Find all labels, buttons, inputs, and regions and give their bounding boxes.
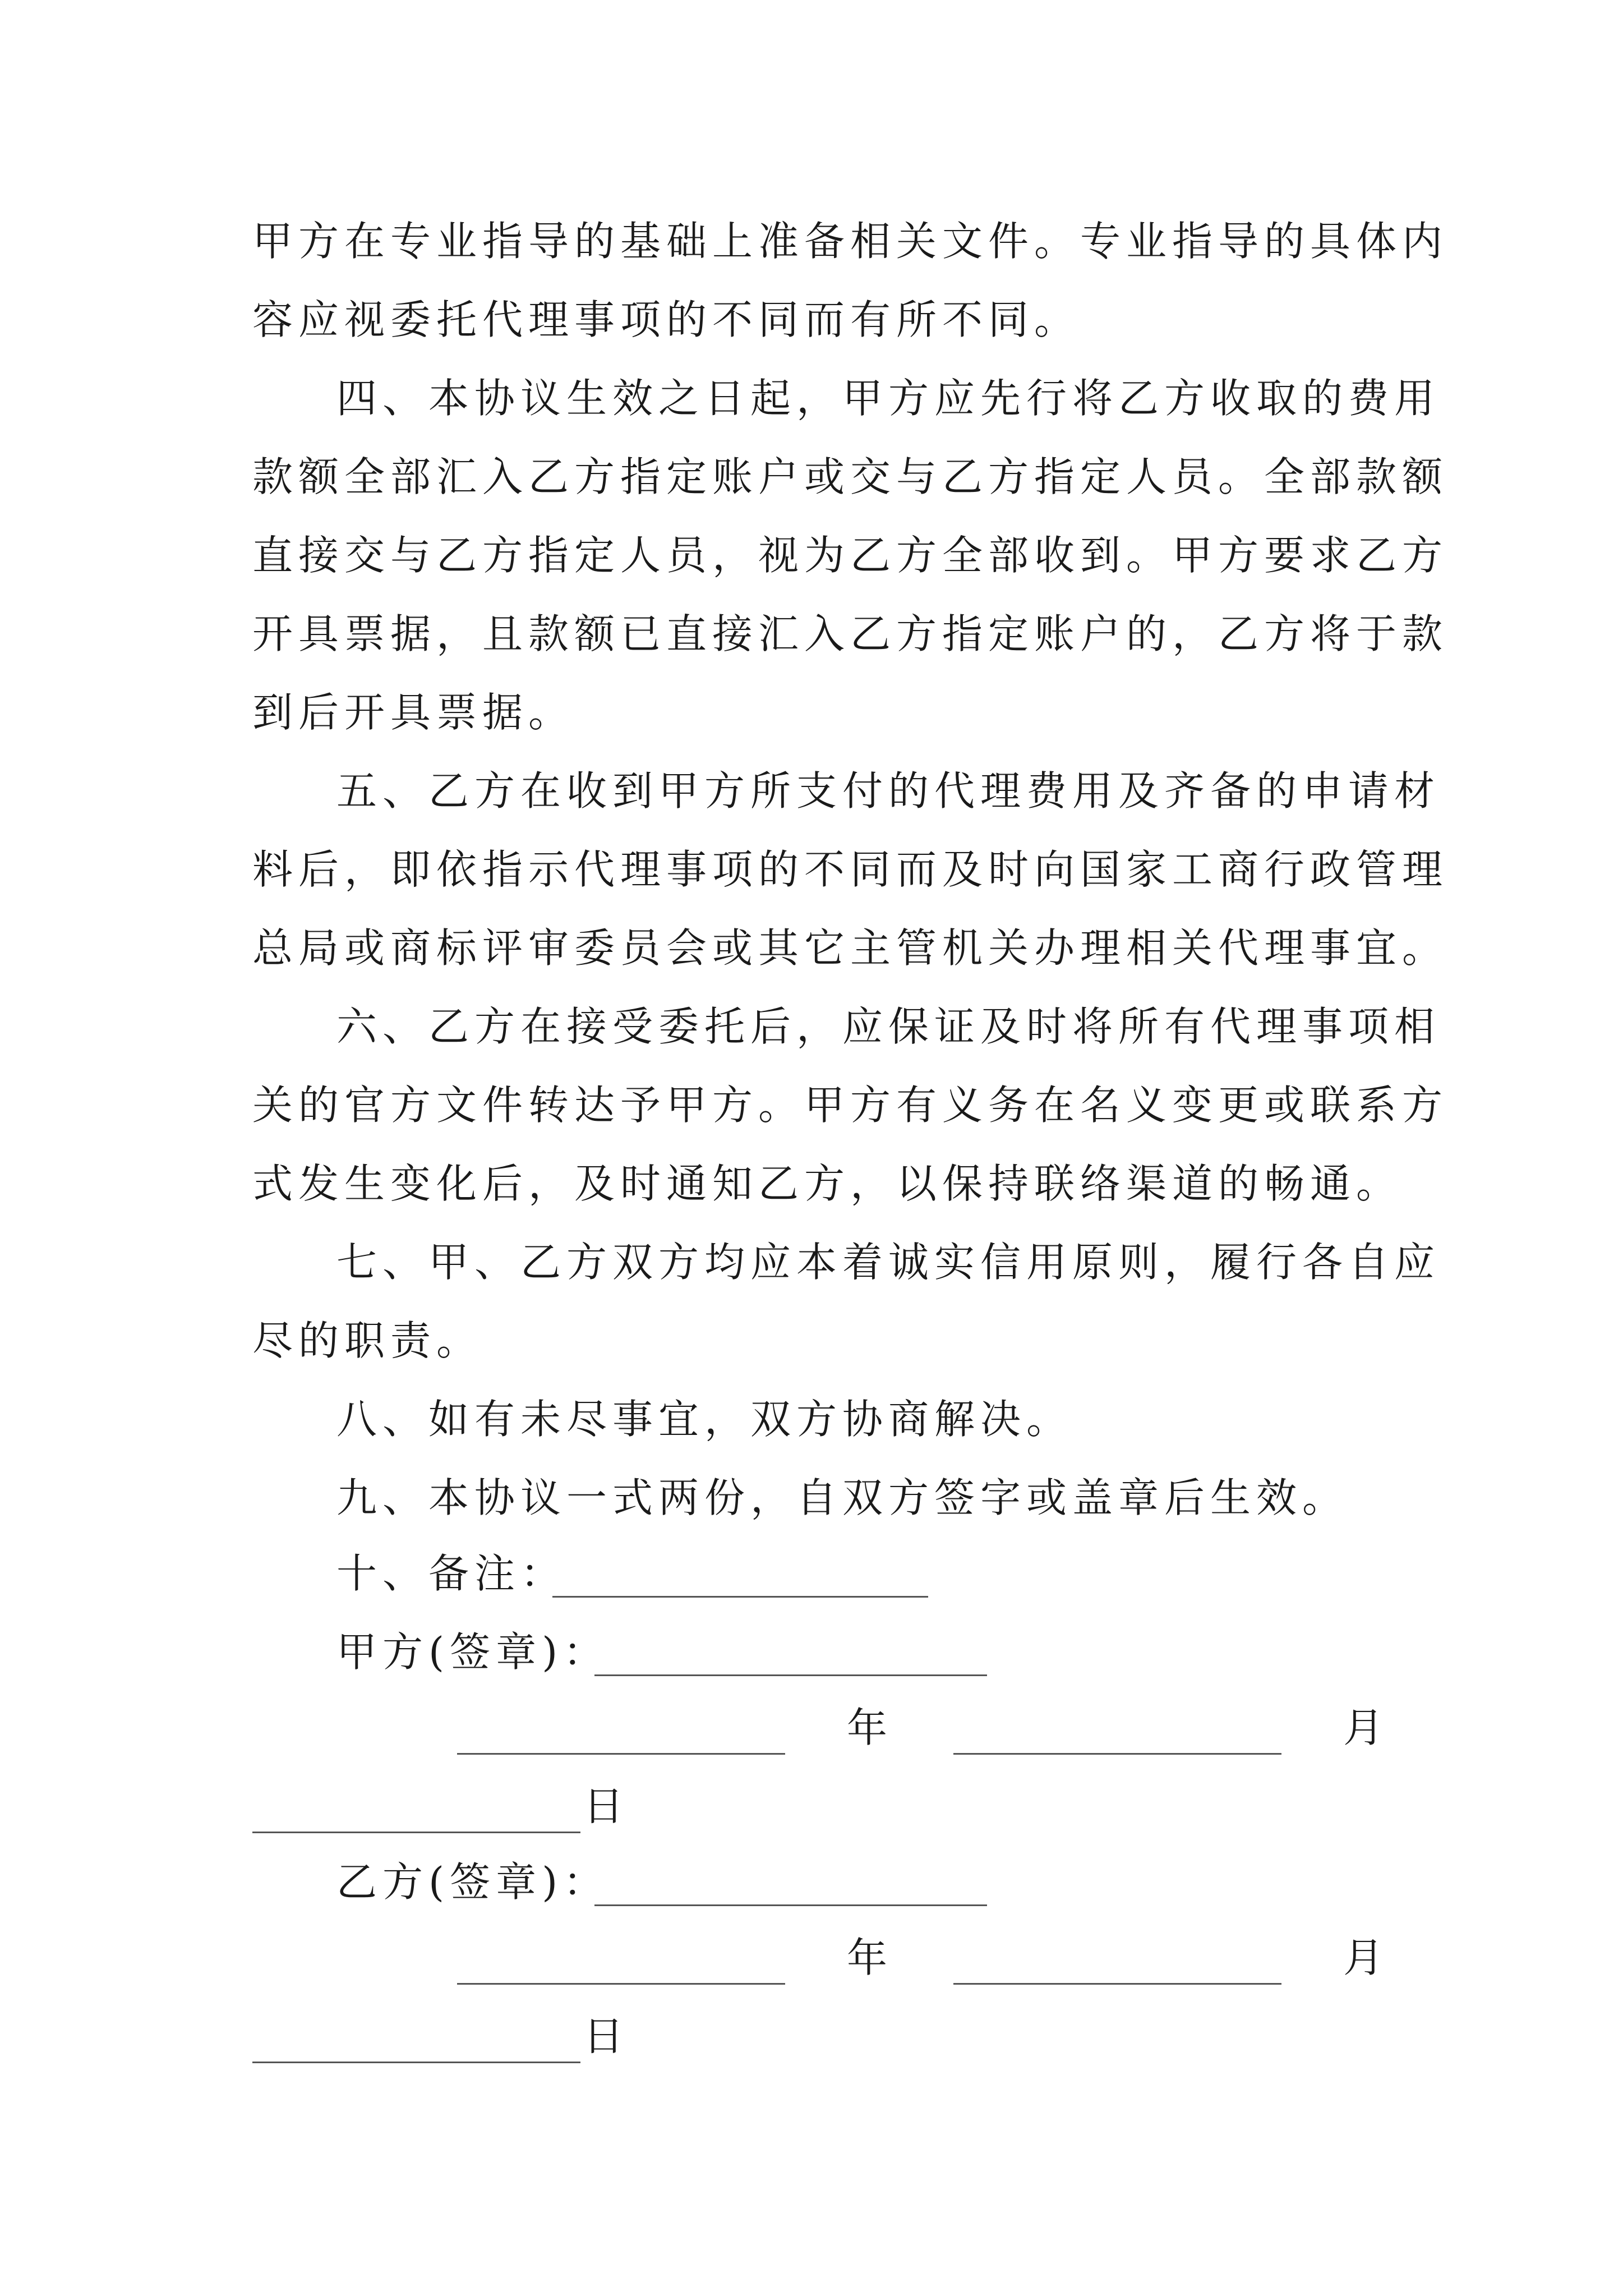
remarks-blank[interactable] bbox=[552, 1596, 928, 1598]
party-a-year-label: 年 bbox=[847, 1704, 893, 1751]
party-a-month-label: 月 bbox=[1343, 1704, 1390, 1751]
party-a-signature-blank[interactable] bbox=[594, 1674, 987, 1676]
clause-7-line: 七、甲、乙方双方均应本着诚实信用原则，履行各自应 bbox=[336, 1239, 1441, 1286]
clause-9: 九、本协议一式两份，自双方签字或盖章后生效。 bbox=[336, 1474, 1349, 1521]
party-a-day-blank[interactable] bbox=[252, 1832, 580, 1833]
paragraph-line: 容应视委托代理事项的不同而有所不同。 bbox=[252, 296, 1081, 343]
clause-4-line: 直接交与乙方指定人员，视为乙方全部收到。甲方要求乙方 bbox=[252, 532, 1449, 579]
clause-4-line: 开具票据，且款额已直接汇入乙方指定账户的，乙方将于款 bbox=[252, 610, 1449, 657]
clause-4-line: 四、本协议生效之日起，甲方应先行将乙方收取的费用 bbox=[336, 375, 1441, 422]
party-b-month-blank[interactable] bbox=[953, 1983, 1281, 1985]
party-b-signature-blank[interactable] bbox=[594, 1904, 987, 1906]
party-b-day-label: 日 bbox=[583, 2013, 630, 2060]
clause-5-line: 料后，即依指示代理事项的不同而及时向国家工商行政管理 bbox=[252, 846, 1449, 893]
clause-4-line: 款额全部汇入乙方指定账户或交与乙方指定人员。全部款额 bbox=[252, 453, 1449, 500]
clause-6-line: 式发生变化后，及时通知乙方，以保持联络渠道的畅通。 bbox=[252, 1160, 1403, 1207]
clause-7-line: 尽的职责。 bbox=[252, 1317, 483, 1364]
party-b-year-blank[interactable] bbox=[457, 1983, 785, 1985]
clause-4-line: 到后开具票据。 bbox=[252, 689, 575, 736]
party-a-year-blank[interactable] bbox=[457, 1753, 785, 1755]
party-a-label: 甲方(签章)： bbox=[336, 1628, 610, 1676]
remarks-label: 十、备注： bbox=[336, 1550, 567, 1597]
clause-5-line: 总局或商标评审委员会或其它主管机关办理相关代理事宜。 bbox=[252, 924, 1449, 972]
party-a-month-blank[interactable] bbox=[953, 1753, 1281, 1755]
paragraph-line: 甲方在专业指导的基础上准备相关文件。专业指导的具体内 bbox=[252, 218, 1449, 265]
party-b-year-label: 年 bbox=[847, 1934, 893, 1981]
clause-6-line: 六、乙方在接受委托后，应保证及时将所有代理事项相 bbox=[336, 1003, 1441, 1050]
party-b-day-blank[interactable] bbox=[252, 2062, 580, 2063]
party-b-month-label: 月 bbox=[1343, 1934, 1390, 1981]
party-a-day-label: 日 bbox=[583, 1783, 630, 1830]
party-b-label: 乙方(签章)： bbox=[336, 1858, 610, 1906]
clause-6-line: 关的官方文件转达予甲方。甲方有义务在名义变更或联系方 bbox=[252, 1082, 1449, 1129]
clause-8: 八、如有未尽事宜，双方协商解决。 bbox=[336, 1396, 1073, 1443]
clause-5-line: 五、乙方在收到甲方所支付的代理费用及齐备的申请材 bbox=[336, 767, 1441, 815]
